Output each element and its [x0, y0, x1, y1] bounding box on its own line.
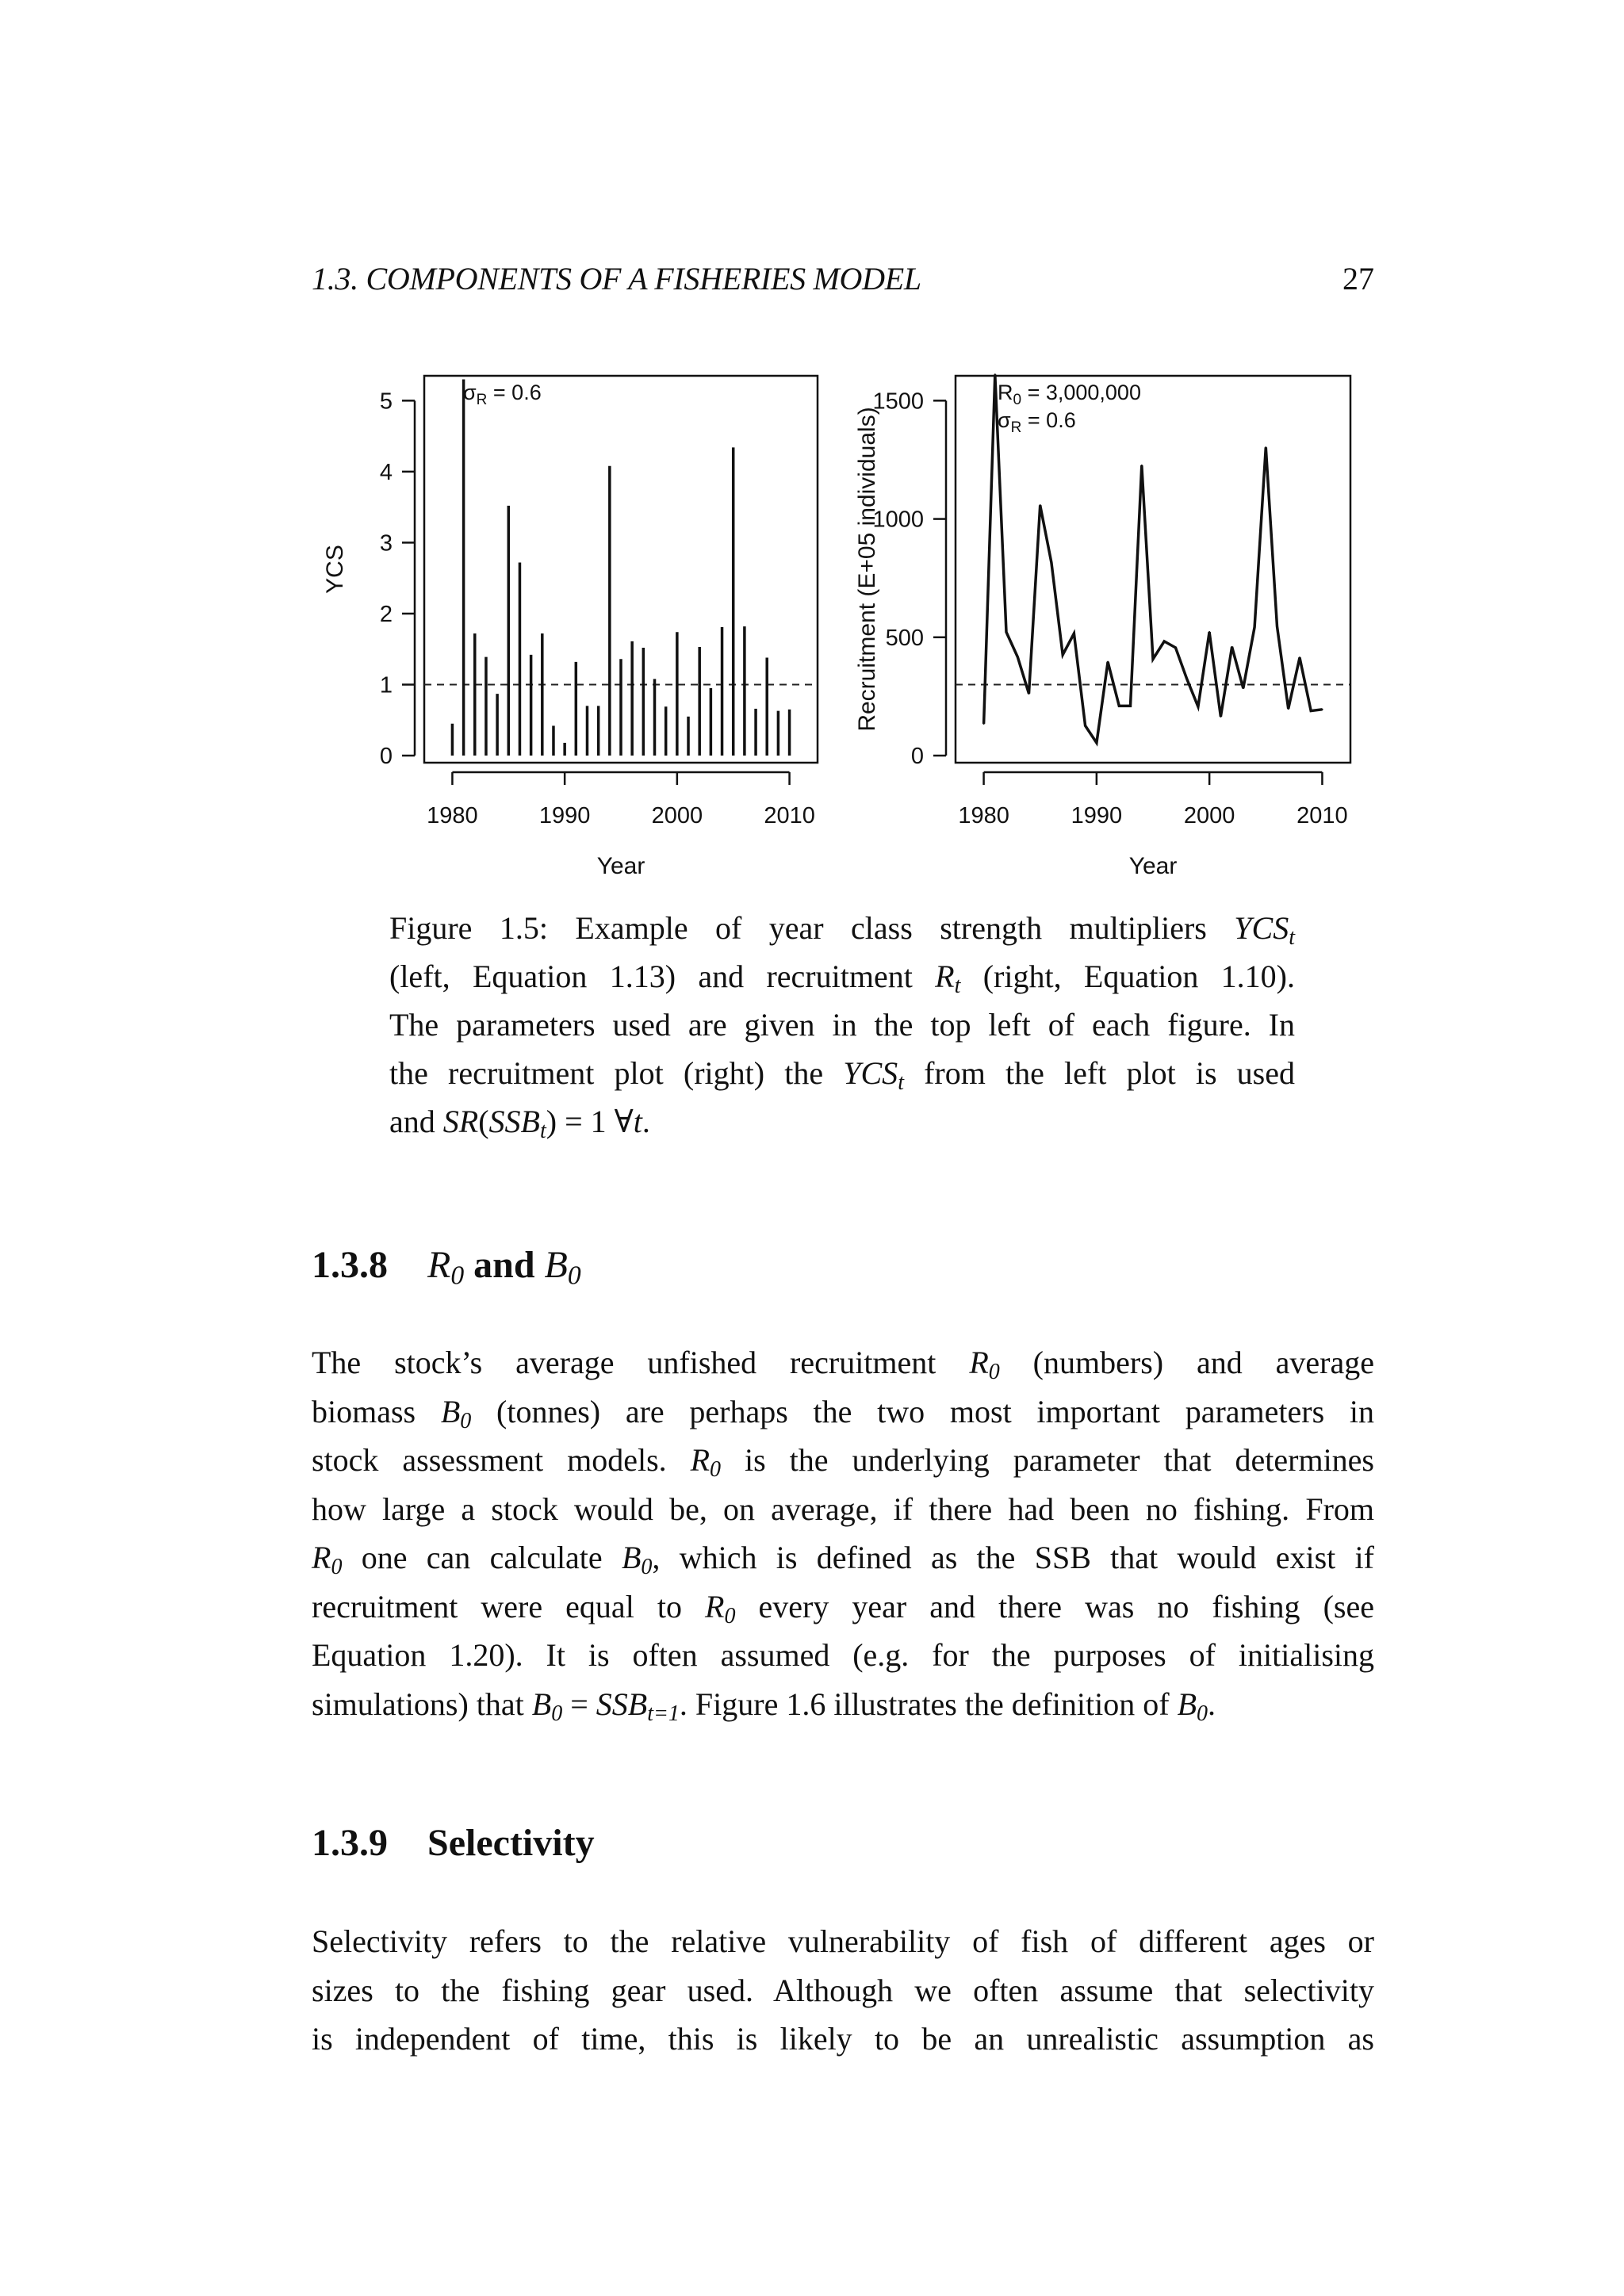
- paragraph-line: sizes to the fishing gear used. Although we often assume that selectivity: [312, 1972, 1374, 2008]
- section-title: Selectivity: [427, 1822, 595, 1864]
- data-point: [1141, 465, 1143, 466]
- page-number: 27: [1342, 261, 1374, 297]
- x-tick-label: 1980: [958, 803, 1009, 828]
- x-tick-label: 2010: [1297, 803, 1348, 828]
- paragraph-line: how large a stock would be, on average, if there had been no fishing. From: [312, 1490, 1374, 1527]
- caption-line: The parameters used are given in the top left of each figure. In: [389, 1007, 1295, 1043]
- paragraph-line: biomass $B_0$ (tonnes) are perhaps the two most important parameters in: [312, 1393, 1374, 1433]
- x-tick-label: 1990: [538, 803, 591, 828]
- data-point: [1005, 631, 1007, 633]
- data-point: [1265, 446, 1266, 448]
- data-point: [1040, 504, 1041, 506]
- data-point: [1163, 641, 1165, 642]
- data-point: [1084, 725, 1086, 726]
- data-point: [1288, 708, 1289, 710]
- x-tick-label: 1980: [427, 803, 478, 828]
- caption-line: Figure 1.5: Example of year class strength multipliers $YCS_t$: [389, 910, 1295, 950]
- section-title-r0: $R_0$: [427, 1244, 465, 1291]
- data-point: [1028, 693, 1029, 695]
- data-point: [1096, 742, 1097, 744]
- paragraph-line: simulations) that $B_0 = SSB_{t=1}$. Figure 1.6 illustrates the definition of $B_0$.: [312, 1686, 1216, 1726]
- y-tick-label: 2: [379, 601, 393, 627]
- paragraph-line: stock assessment models. $R_0$ is the underlying parameter that determines: [312, 1442, 1374, 1482]
- data-point: [1062, 654, 1063, 656]
- paragraph-line: The stock’s average unfished recruitment $R_0$ (numbers) and average: [312, 1345, 1374, 1384]
- data-point: [1107, 661, 1109, 663]
- x-tick-label: 1990: [1071, 803, 1123, 828]
- data-point: [1276, 626, 1277, 627]
- data-point: [982, 723, 984, 725]
- x-tick-label: 2000: [651, 803, 703, 828]
- paragraph-line: Equation 1.20). It is often assumed (e.g. for the purposes of initialising: [312, 1637, 1374, 1673]
- data-point: [1299, 656, 1300, 658]
- section-number: 1.3.8: [312, 1244, 388, 1286]
- figure-caption: [389, 904, 1295, 1146]
- y-tick-label: 500: [885, 625, 924, 651]
- section-heading-1-3-9: [312, 1821, 595, 1865]
- data-point: [1254, 626, 1255, 628]
- data-point: [1118, 705, 1120, 706]
- data-point: [1129, 705, 1131, 706]
- data-point: [1310, 710, 1312, 711]
- y-tick-label: 3: [379, 530, 393, 557]
- annotation-r0: $R_0 = 3,000,000$: [998, 381, 1141, 408]
- paragraph-line: Selectivity refers to the relative vulnerability of fish of different ages or: [312, 1923, 1374, 1959]
- annotation-sigma: $\sigma_R = 0.6$: [463, 381, 542, 408]
- y-tick-label: 0: [379, 744, 393, 770]
- data-point: [1208, 631, 1210, 633]
- data-point: [1174, 647, 1176, 649]
- recruitment-line-chart: [0, 0, 1624, 888]
- annotation-sigma: $\sigma_R = 0.6$: [998, 408, 1076, 436]
- data-point: [994, 373, 996, 375]
- paragraph-line: $R_0$ one can calculate $B_0$, which is defined as the SSB that would exist if: [312, 1540, 1374, 1579]
- paragraph-line: is independent of time, this is likely to be an unrealistic assumption as: [312, 2021, 1374, 2057]
- paragraph-r0-b0: [312, 1338, 1374, 1728]
- paragraph-selectivity: [312, 1917, 1374, 2064]
- x-tick-label: 2010: [764, 803, 815, 828]
- data-point: [1051, 561, 1052, 563]
- data-point: [1220, 716, 1221, 718]
- y-tick-label: 4: [379, 459, 393, 485]
- y-tick-label: 0: [910, 744, 924, 770]
- section-number: 1.3.9: [312, 1822, 388, 1864]
- y-tick-label: 1000: [872, 507, 924, 533]
- data-point: [1152, 658, 1154, 660]
- data-point: [1017, 656, 1018, 657]
- data-point: [1243, 687, 1244, 689]
- y-axis-label: Recruitment (E+05 individuals): [854, 407, 880, 732]
- caption-line: and $SR(SSB_t) = 1$ ∀t.: [389, 1104, 650, 1143]
- data-point: [1185, 678, 1187, 679]
- data-point: [1231, 646, 1232, 648]
- x-axis-label: Year: [596, 853, 645, 879]
- y-axis-label: YCS: [322, 545, 348, 594]
- y-tick-label: 1500: [872, 388, 924, 415]
- running-head-title: 1.3. COMPONENTS OF A FISHERIES MODEL: [312, 261, 921, 297]
- caption-line: (left, Equation 1.13) and recruitment $R_t$ (right, Equation 1.10).: [389, 959, 1295, 998]
- y-tick-label: 1: [379, 672, 393, 698]
- paragraph-line: recruitment were equal to $R_0$ every year and there was no fishing (see: [312, 1588, 1374, 1628]
- x-tick-label: 2000: [1183, 803, 1235, 828]
- data-point: [1321, 709, 1323, 710]
- y-tick-label: 5: [379, 388, 393, 415]
- x-axis-label: Year: [1128, 853, 1178, 879]
- data-point: [1197, 706, 1199, 707]
- caption-line: the recruitment plot (right) the $YCS_t$ from the left plot is used: [389, 1055, 1295, 1095]
- section-heading-1-3-8: 1.3.8 $R_0$ and $B_0$: [312, 1244, 581, 1291]
- section-title-b0: $B_0$: [544, 1244, 581, 1291]
- data-point: [1073, 633, 1074, 634]
